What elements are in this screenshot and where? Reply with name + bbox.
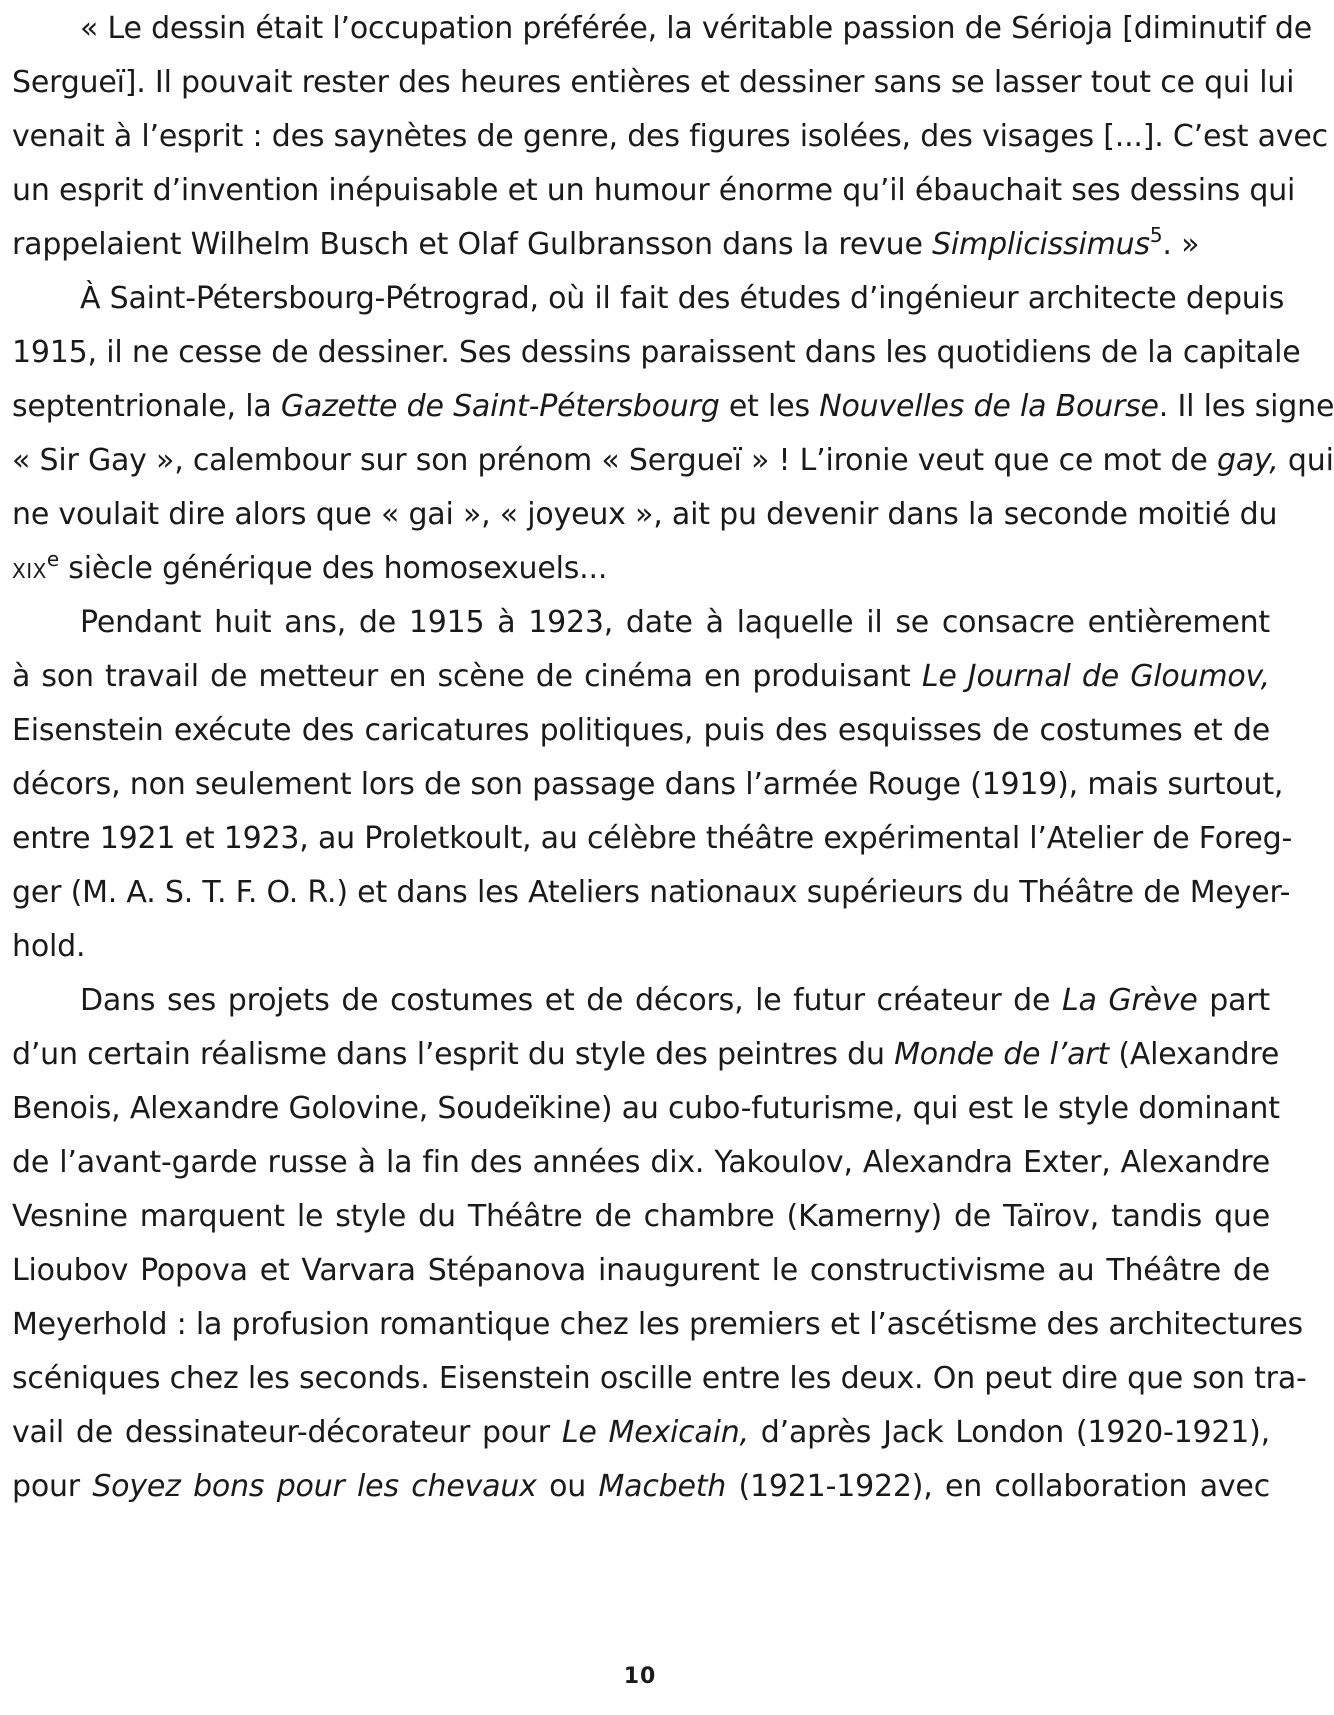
italic-title: La Grève [1061, 983, 1198, 1018]
text-run: Dans ses projets de costumes et de décors, le futur créateur de [80, 983, 1062, 1018]
text-run: décors, non seulement lors de son passage dans l’armée Rouge (1919), mais surtout, [12, 767, 1284, 802]
text-line [12, 216, 1270, 274]
text-line [12, 1134, 1270, 1192]
text-run: Sergueï]. Il pouvait rester des heures entières et dessiner sans se lasser tout ce qui lui [12, 65, 1295, 100]
text-run: 1915, il ne cesse de dessiner. Ses dessins paraissent dans les quotidiens de la capitale [12, 335, 1301, 370]
text-line [12, 702, 1270, 760]
text-run: . » [1162, 227, 1200, 262]
text-run: d’un certain réalisme dans l’esprit du style des peintres du [12, 1037, 895, 1072]
text-run: À Saint-Pétersbourg-Pétrograd, où il fait des études d’ingénieur architecte depuis [80, 281, 1285, 316]
text-run: Benois, Alexandre Golovine, Soudeïkine) au cubo-futurisme, qui est le style dominant [12, 1091, 1280, 1126]
text-run: Lioubov Popova et Varvara Stépanova inaugurent le constructivisme au Théâtre de [12, 1253, 1270, 1288]
text-run: vail de dessinateur-décorateur pour [12, 1415, 562, 1450]
superscript: 5 [1149, 223, 1163, 247]
text-run: ne voulait dire alors que « gai », « joyeux », ait pu devenir dans la seconde moitié du [12, 497, 1278, 532]
text-line [80, 0, 1313, 58]
text-line [12, 864, 1291, 922]
page-number: 10 [623, 1664, 657, 1689]
italic-title: Nouvelles de la Bourse [819, 389, 1159, 424]
text-run: d’après Jack London (1920-1921), [748, 1415, 1270, 1450]
text-line [12, 1296, 1303, 1354]
text-run: (1921-1922), en collaboration avec [726, 1469, 1270, 1504]
text-line [12, 54, 1295, 112]
text-run: . Il les signe [1158, 389, 1334, 424]
text-run: siècle générique des homosexuels... [58, 551, 608, 586]
text-line [12, 648, 1270, 706]
text-line [12, 1350, 1307, 1408]
superscript: e [46, 547, 59, 571]
text-line [12, 432, 1334, 490]
text-run: à son travail de metteur en scène de cinéma en produisant [12, 659, 922, 694]
text-run: et les [719, 389, 820, 424]
text-run: de l’avant-garde russe à la fin des années dix. Yakoulov, Alexandra Exter, Alexandre [12, 1145, 1270, 1180]
italic-title: gay, [1216, 443, 1279, 478]
text-run: hold. [12, 929, 86, 964]
text-run: un esprit d’invention inépuisable et un humour énorme qu’il ébauchait ses dessins qui [12, 173, 1296, 208]
text-run: ou [536, 1469, 599, 1504]
text-run: Meyerhold : la profusion romantique chez les premiers et l’ascétisme des architectures [12, 1307, 1303, 1342]
text-run: Eisenstein exécute des caricatures politiques, puis des esquisses de costumes et de [12, 713, 1270, 748]
text-run: part [1197, 983, 1270, 1018]
text-run: septentrionale, la [12, 389, 281, 424]
text-line [12, 162, 1296, 220]
text-line [12, 540, 1270, 598]
text-run: ger (M. A. S. T. F. O. R.) et dans les Ateliers nationaux supérieurs du Théâtre de Meyer- [12, 875, 1291, 910]
small-caps-numeral: XIX [12, 559, 47, 583]
text-run: qui [1278, 443, 1334, 478]
italic-title: Monde de l’art [894, 1037, 1109, 1072]
text-run: venait à l’esprit : des saynètes de genre, des figures isolées, des visages [...]. C’est avec [12, 119, 1328, 154]
text-line [12, 324, 1301, 382]
text-line [12, 1242, 1270, 1300]
text-line [12, 756, 1284, 814]
italic-title: Soyez bons pour les chevaux [92, 1469, 537, 1504]
text-run: (Alexandre [1109, 1037, 1280, 1072]
text-line [12, 1080, 1280, 1138]
italic-title: Le Journal de Gloumov, [921, 659, 1270, 694]
italic-title: Simplicissimus [932, 227, 1150, 262]
text-run: « Sir Gay », calembour sur son prénom « Sergueï » ! L’ironie veut que ce mot de [12, 443, 1217, 478]
text-line [12, 486, 1278, 544]
text-run: scéniques chez les seconds. Eisenstein oscille entre les deux. On peut dire que son tra- [12, 1361, 1307, 1396]
text-run: « Le dessin était l’occupation préférée, la véritable passion de Sérioja [diminutif de [80, 11, 1313, 46]
italic-title: Macbeth [598, 1469, 727, 1504]
text-run: Pendant huit ans, de 1915 à 1923, date à laquelle il se consacre entièrement [80, 605, 1270, 640]
text-run: entre 1921 et 1923, au Proletkoult, au célèbre théâtre expérimental l’Atelier de Foreg- [12, 821, 1293, 856]
italic-title: Le Mexicain, [561, 1415, 749, 1450]
text-line [12, 810, 1293, 868]
text-line [12, 1404, 1270, 1462]
text-line [80, 972, 1270, 1030]
text-run: Vesnine marquent le style du Théâtre de chambre (Kamerny) de Taïrov, tandis que [12, 1199, 1270, 1234]
text-line [12, 918, 1270, 976]
text-line [80, 594, 1270, 652]
text-line [12, 1026, 1280, 1084]
text-line [12, 378, 1334, 436]
text-line [12, 108, 1328, 166]
text-line [12, 1458, 1270, 1516]
text-line [80, 270, 1285, 328]
text-run: pour [12, 1469, 93, 1504]
italic-title: Gazette de Saint-Pétersbourg [280, 389, 720, 424]
text-line [12, 1188, 1270, 1246]
text-run: rappelaient Wilhelm Busch et Olaf Gulbransson dans la revue [12, 227, 933, 262]
